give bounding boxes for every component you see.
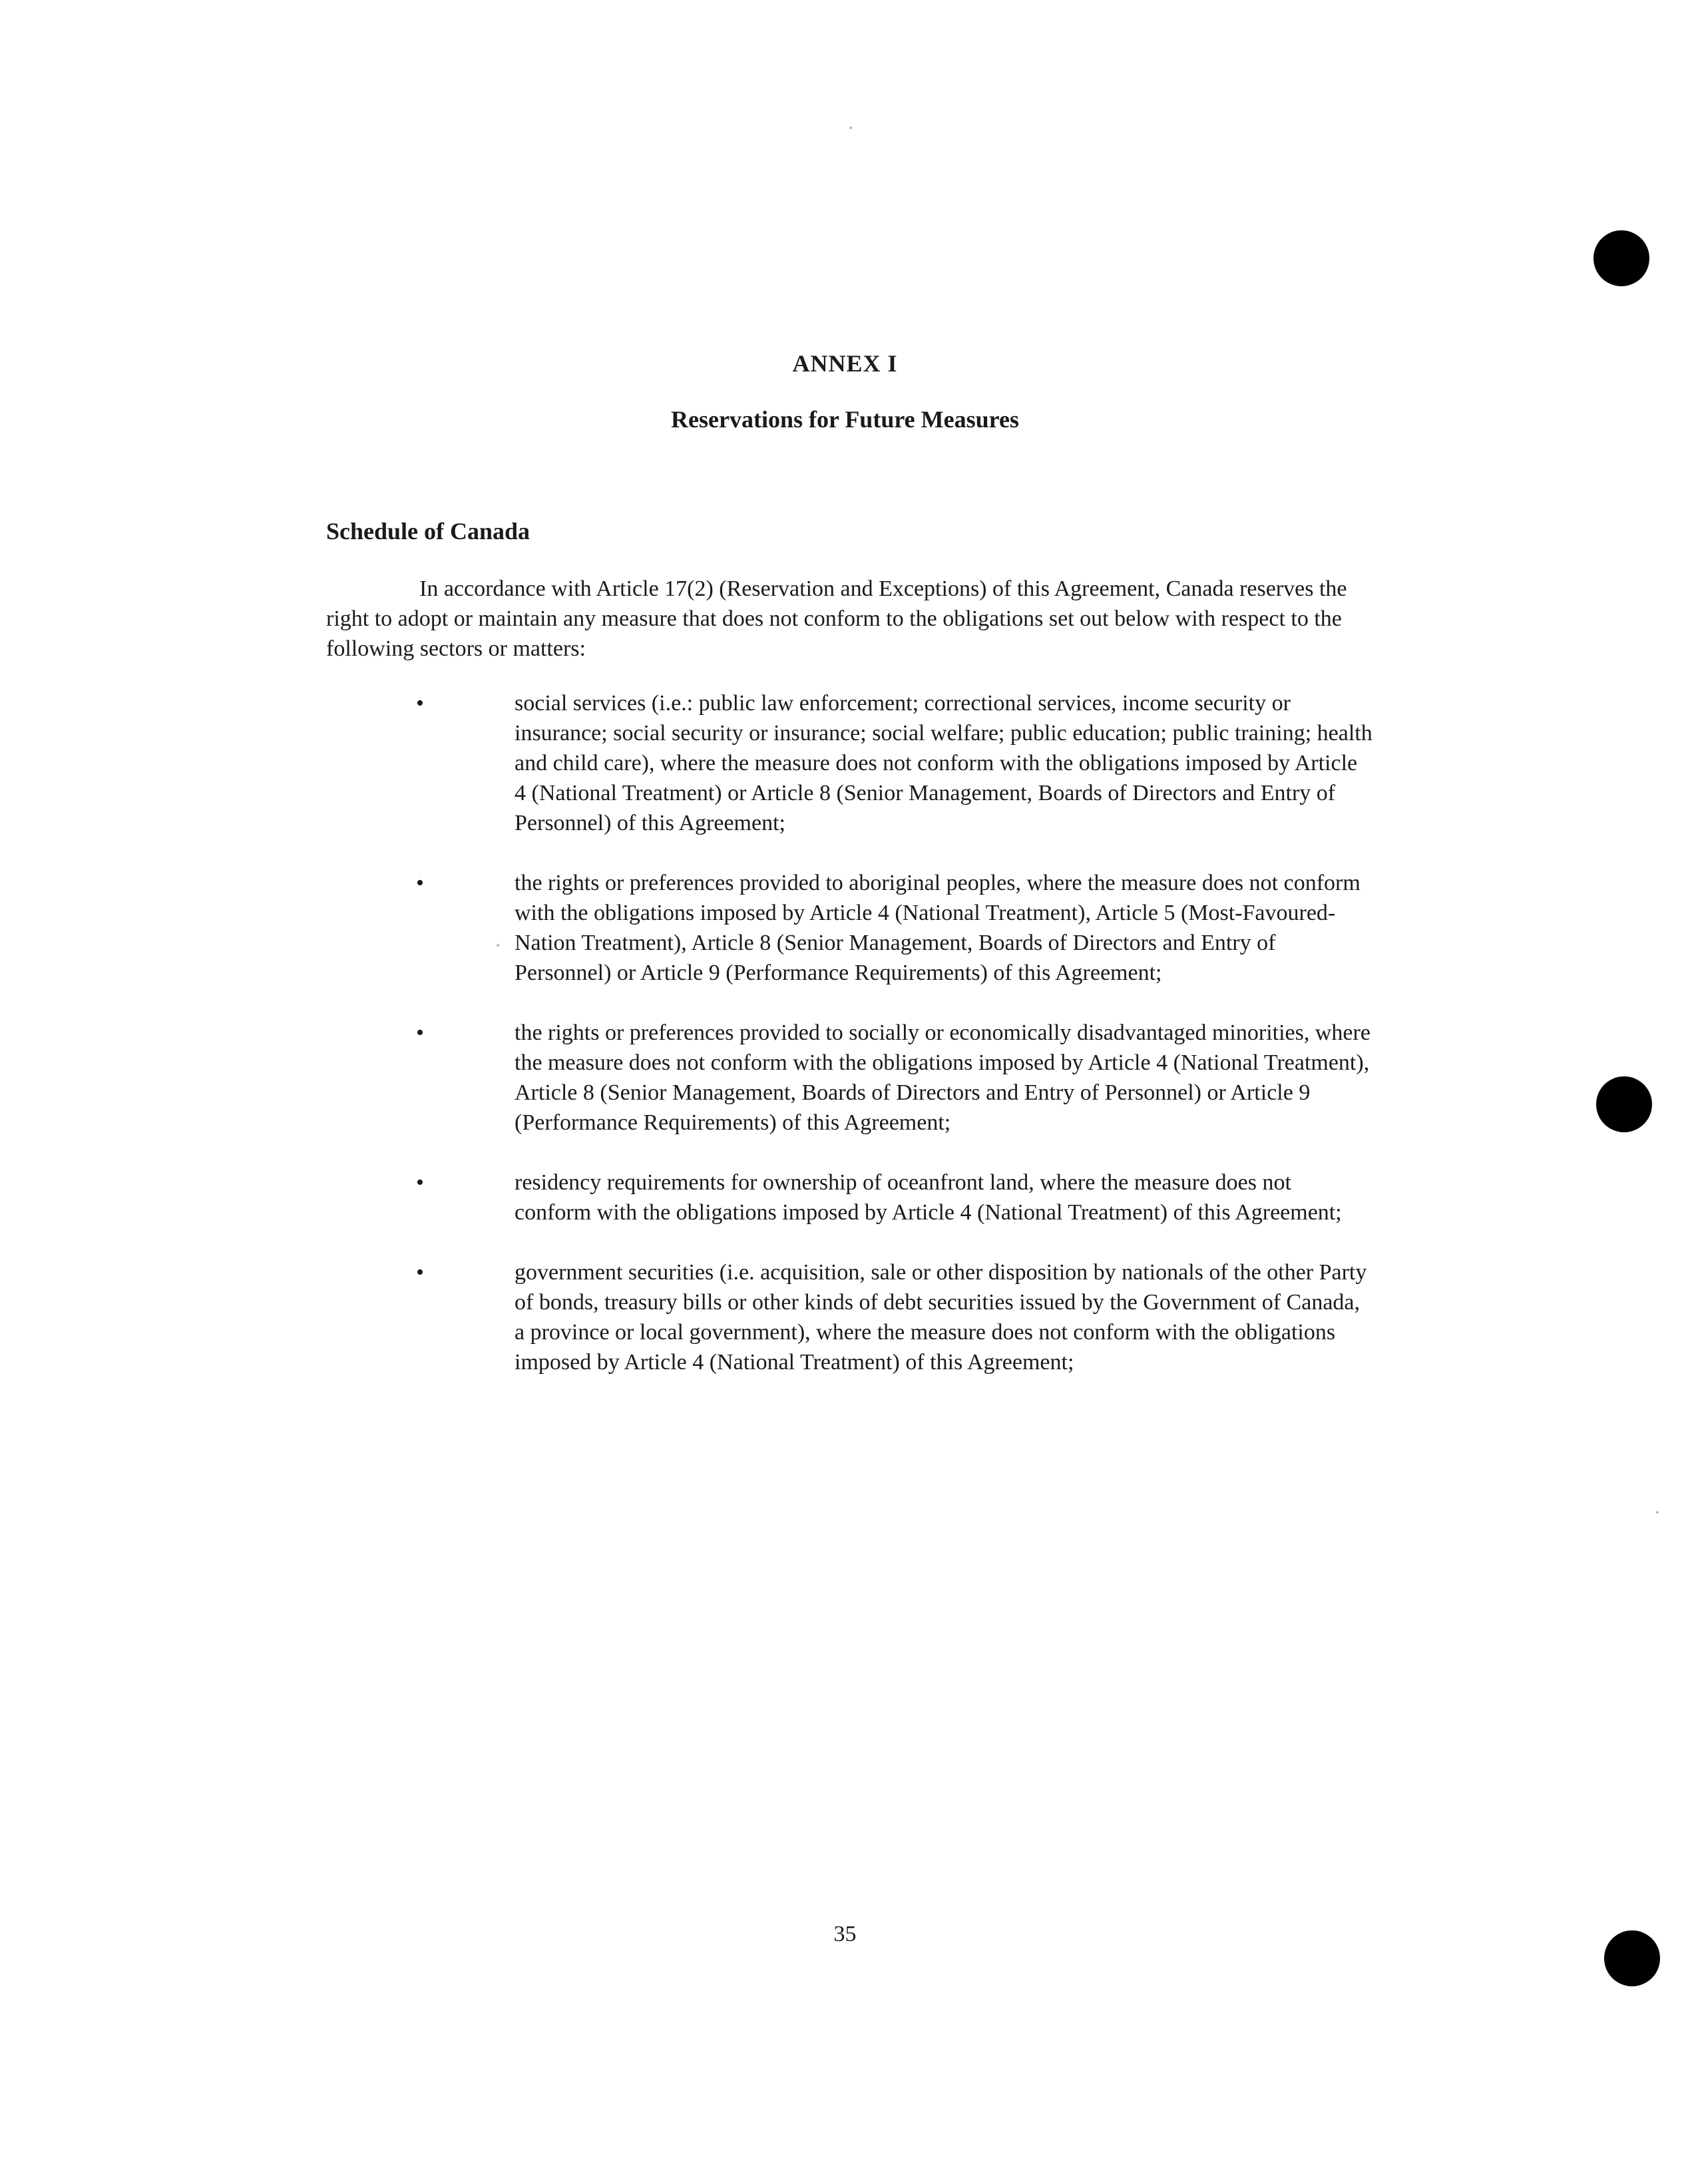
page-number: 35	[833, 1922, 857, 1946]
intro-paragraph: In accordance with Article 17(2) (Reservation and Exceptions) of this Agreement, Canada reserves the right to adopt or maintain any measure that does not conform to the obligations set out below with respect to the following sectors or matters:	[326, 576, 1347, 661]
list-item	[0, 868, 1690, 988]
list-item-text: the rights or preferences provided to socially or economically disadvantaged minorities, where the measure does not conform with the obligations imposed by Article 4 (National Treatment), Article 8 (Senior Management, Boards of Directors and Entry of Personnel) or Article 9 (Performance Requirements) of this Agreement;	[515, 1020, 1371, 1135]
schedule-heading: Schedule of Canada	[326, 518, 530, 545]
list-item	[0, 1168, 1690, 1227]
reservation-list	[0, 688, 1690, 1407]
bullet-icon: •	[416, 1170, 424, 1195]
list-item-text: the rights or preferences provided to aboriginal peoples, where the measure does not conform with the obligations imposed by Article 4 (National Treatment), Article 5 (Most-Favoured-Nation Treatment), Article 8 (Senior Management, Boards of Directors and Entry of Personnel) or Article 9 (Performance Requirements) of this Agreement;	[515, 871, 1361, 985]
list-item-text: social services (i.e.: public law enforcement; correctional services, income security or insurance; social security or insurance; social welfare; public education; public training; health and child care), where the measure does not conform with the obligations imposed by Article 4 (National Treatment) or Article 8 (Senior Management, Boards of Directors and Entry of Personnel) of this Agreement;	[515, 691, 1373, 835]
bullet-icon: •	[416, 691, 424, 716]
list-item-text: residency requirements for ownership of oceanfront land, where the measure does not conform with the obligations imposed by Article 4 (National Treatment) of this Agreement;	[515, 1170, 1342, 1225]
scan-speck	[1656, 1511, 1659, 1514]
bullet-icon: •	[416, 1020, 424, 1045]
list-item	[0, 688, 1690, 838]
bullet-icon: •	[416, 1260, 424, 1285]
punch-hole-top	[1593, 230, 1649, 286]
scan-speck	[849, 126, 852, 129]
list-item	[0, 1018, 1690, 1138]
list-item	[0, 1257, 1690, 1377]
bullet-icon: •	[416, 871, 424, 895]
annex-title: ANNEX I	[792, 350, 898, 377]
list-item-text: government securities (i.e. acquisition, sale or other disposition by nationals of the other Party of bonds, treasury bills or other kinds of debt securities issued by the Government of Canada, a province or local government), where the measure does not conform with the obligations imposed by Article 4 (National Treatment) of this Agreement;	[515, 1260, 1367, 1375]
annex-subtitle: Reservations for Future Measures	[671, 406, 1019, 433]
